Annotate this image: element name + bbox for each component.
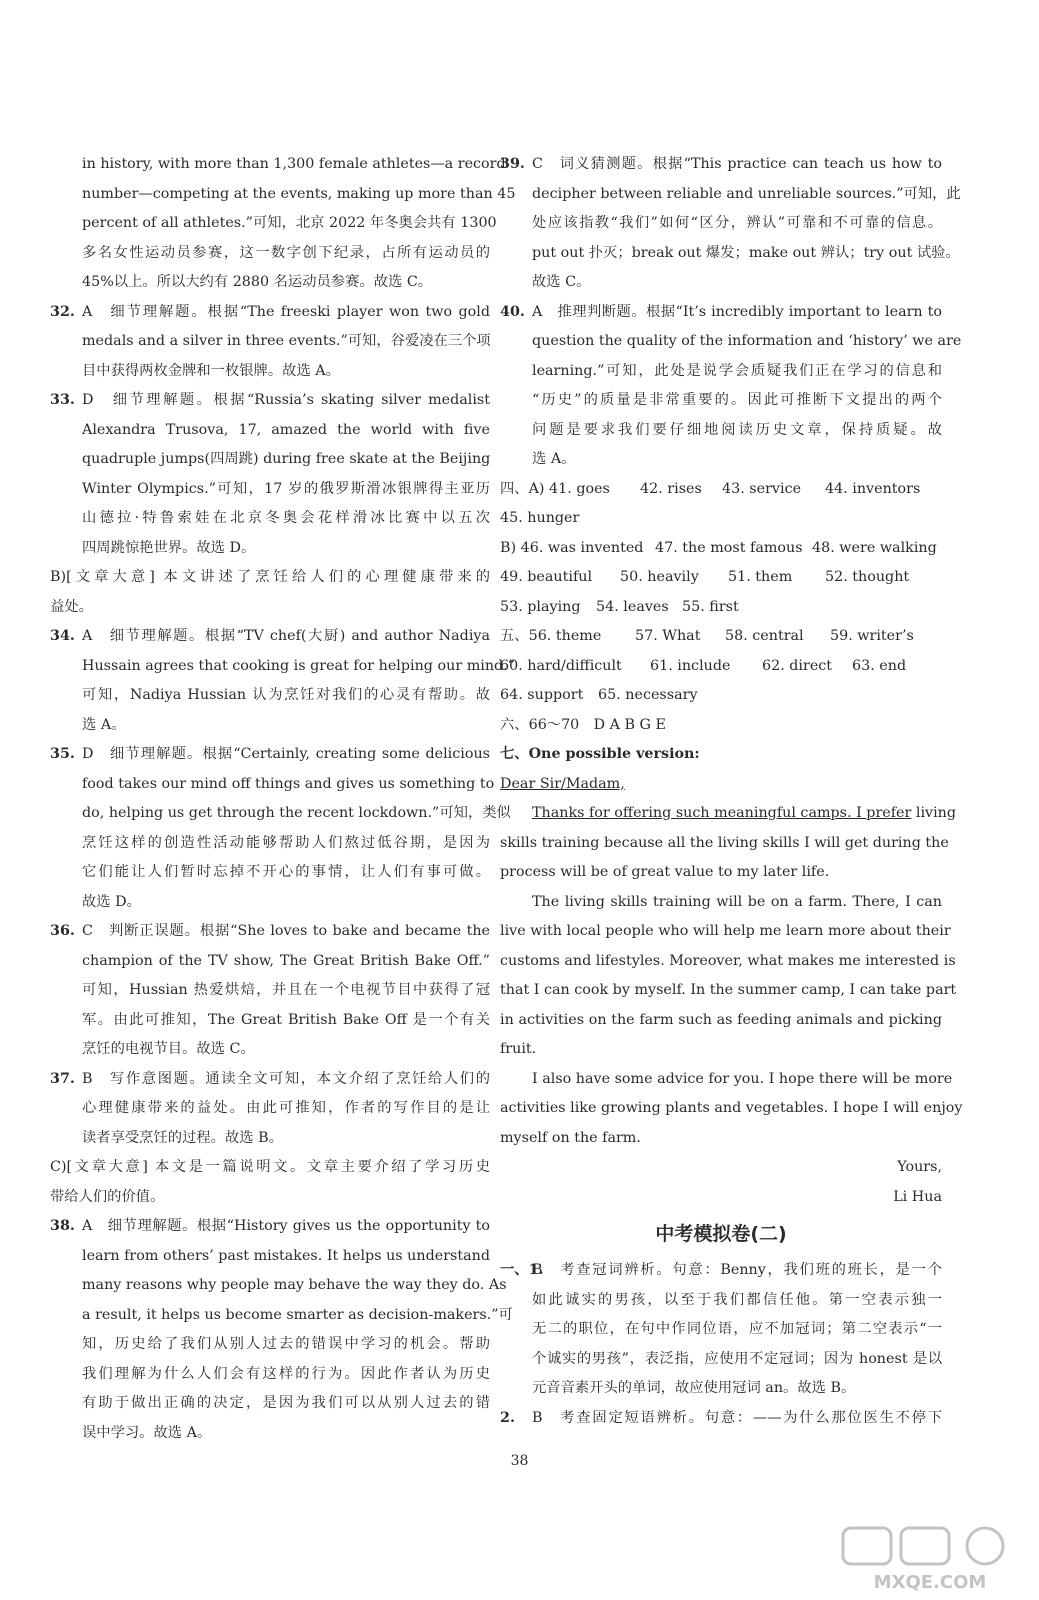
text-line [50, 1124, 490, 1154]
line-text: customs and lifestyles. Moreover, what makes me interested is [500, 952, 956, 969]
text-line [500, 1345, 942, 1375]
line-text: 选 A。 [532, 451, 576, 467]
text-line [50, 445, 490, 475]
line-text: 我们理解为什么人们会有这样的行为。因此作者认为历史 [82, 1365, 490, 1382]
answer-row [500, 711, 942, 741]
answer-row [500, 504, 942, 534]
text-line [500, 1315, 942, 1345]
line-text: 山德拉·特鲁索娃在北京冬奥会花样滑冰比赛中以五次 [82, 510, 490, 526]
ans-45: 45. hunger [500, 510, 580, 526]
text-line [50, 593, 490, 623]
text-line [50, 534, 490, 564]
line-text: learning.”可知，此处是说学会质疑我们正在学习的信息和 [532, 362, 942, 379]
line-text: B 考查固定短语辨析。句意：——为什么那位医生不停下 [532, 1409, 942, 1426]
line-text: 目中获得两枚金牌和一枚银牌。故选 A。 [82, 362, 340, 379]
text-line [50, 150, 506, 180]
line-text: 可知，Nadiya Hussian 认为烹饪对我们的心灵有帮助。故 [82, 687, 490, 703]
answer-row [500, 563, 942, 593]
line-text: 它们能让人们暂时忘掉不开心的事情，让人们有事可做。 [82, 864, 490, 880]
line-text: 故选 D。 [82, 893, 141, 910]
line-text: 烹饪这样的创造性活动能够帮助人们熬过低谷期，是因为 [82, 834, 490, 851]
line-text: Winter Olympics.”可知，17 岁的俄罗斯滑冰银牌得主亚历 [82, 480, 490, 497]
item-number: 35. [50, 746, 75, 762]
text-line [50, 1360, 490, 1390]
text-line [50, 976, 490, 1006]
text-line [50, 1006, 490, 1036]
line-text: 四周跳惊艳世界。故选 D。 [82, 539, 256, 556]
line-text: A 细节理解题。根据“TV chef(大厨) and author Nadiya [82, 628, 490, 644]
text-line [50, 711, 490, 741]
line-text: myself on the farm. [500, 1129, 641, 1146]
line-text: skills training because all the living skills I will get during the [500, 834, 949, 851]
text-line [500, 1035, 942, 1065]
line-text: 烹饪的电视节目。故选 C。 [82, 1041, 255, 1057]
text-line [50, 799, 511, 829]
closing-text: Yours, [897, 1159, 942, 1175]
text-line [50, 947, 490, 977]
text-line [50, 475, 490, 505]
line-text: “历史”的质量是非常重要的。因此可推断下文提出的两个 [532, 392, 942, 408]
answer-row [500, 593, 942, 623]
letter-p3 [500, 1065, 963, 1154]
item-number: 2. [500, 1409, 515, 1426]
text-line [500, 180, 961, 210]
item-number: 38. [50, 1218, 75, 1234]
letter-p1-first-line [500, 799, 957, 829]
text-line [500, 917, 951, 947]
line-text: in history, with more than 1,300 female athletes—a record [82, 156, 506, 172]
ans-46: B) 46. was invented [500, 539, 644, 556]
section-title: 中考模拟卷(二) [655, 1223, 787, 1245]
line-text: B 考查冠词辨析。句意：Benny，我们班的班长，是一个 [532, 1262, 942, 1278]
text-line [500, 416, 942, 446]
ans-59: 59. writer’s [830, 628, 914, 644]
item-number: 39. [500, 156, 525, 172]
ans-66-70: 六、66～70 D A B G E [500, 716, 666, 733]
line-text: 益处。 [50, 598, 93, 615]
text-line [50, 239, 490, 269]
answers-part2 [500, 1256, 942, 1433]
line-text: 无二的职位，在句中作同位语，应不加冠词；第二空表示“一 [532, 1321, 942, 1337]
line-text: question the quality of the information and ‘history’ we are [532, 333, 962, 349]
line-text: 读者享受烹饪的过程。故选 B。 [82, 1129, 283, 1146]
answer-row [500, 475, 942, 505]
text-line [50, 1094, 490, 1124]
line-text: C)[文章大意] 本文是一篇说明文。文章主要介绍了学习历史 [50, 1159, 490, 1175]
line-text: A 细节理解题。根据“The freeski player won two gold [82, 303, 490, 320]
line-text: 处应该指教“我们”如何“区分，辨认”可靠和不可靠的信息。 [532, 215, 942, 231]
text-line [500, 445, 942, 475]
line-text: number—competing at the events, making up more than 45 [82, 185, 516, 202]
text-line [50, 504, 490, 534]
line-text: percent of all athletes.”可知，北京 2022 年冬奥会共有 1300 [82, 215, 497, 231]
item-number: 36. [50, 923, 75, 939]
text-line [500, 268, 942, 298]
text-line [50, 858, 490, 888]
text-line [500, 888, 942, 918]
line-text: activities like growing plants and vegetables. I hope I will enjoy [500, 1100, 963, 1116]
line-text: D 细节理解题。根据“Russia’s skating silver medalist [82, 392, 490, 408]
ans-62: 62. direct [762, 657, 833, 674]
ans-41: 四、A) 41. goes [500, 480, 610, 497]
text-line [50, 652, 516, 682]
item-number: 一、1. [500, 1262, 544, 1278]
line-text: A 推理判断题。根据“It’s incredibly important to learn to [532, 303, 942, 320]
watermark-logo [835, 1524, 1025, 1594]
line-text: quadruple jumps(四周跳) during free skate at the Beijing [82, 451, 491, 467]
text-line [500, 829, 949, 859]
item-number: 33. [50, 392, 75, 408]
text-line [500, 327, 962, 357]
text-line [500, 239, 960, 269]
ans-64: 64. support [500, 687, 584, 703]
text-line [500, 1124, 942, 1154]
ans-47: 47. the most famous [655, 539, 803, 556]
line-text: 个诚实的男孩”，表泛指，应使用不定冠词；因为 honest 是以 [532, 1350, 942, 1367]
item-number: 32. [50, 303, 75, 320]
line-text: live with local people who will help me learn more about their [500, 923, 951, 939]
text-line [50, 1183, 490, 1213]
letter-p2 [500, 888, 957, 1065]
text-line [50, 416, 490, 446]
answer-item [50, 740, 490, 770]
line-text: 有助于做出正确的决定，是因为我们可以从别人过去的错 [82, 1395, 490, 1411]
ans-42: 42. rises [640, 480, 702, 497]
text-line [50, 1271, 507, 1301]
ans-61: 61. include [650, 657, 731, 674]
text-line [50, 1153, 490, 1183]
line-text: do, helping us get through the recent lockdown.”可知，类似 [82, 805, 511, 821]
line-text: food takes our mind off things and gives us something to [82, 775, 495, 792]
line-text: 误中学习。故选 A。 [82, 1424, 212, 1441]
text-line [500, 1065, 953, 1095]
letter-signature [500, 1183, 942, 1213]
text-line [50, 180, 516, 210]
line-text: fruit. [500, 1041, 537, 1057]
ans-50: 50. heavily [620, 569, 699, 585]
ans-43: 43. service [722, 480, 802, 497]
item-number: 37. [50, 1070, 75, 1087]
text-line [50, 209, 497, 239]
text-line [50, 829, 490, 859]
line-text: The living skills training will be on a farm. There, I can [532, 893, 942, 910]
ans-51: 51. them [728, 569, 793, 585]
answer-item [50, 298, 490, 328]
line-text: 元音音素开头的单词，故应使用冠词 an。故选 B。 [532, 1380, 856, 1396]
p1-tail: living [911, 805, 957, 821]
text-line [500, 947, 956, 977]
answer-item [50, 917, 490, 947]
answer-item [50, 1065, 490, 1095]
ans-53: 53. playing [500, 598, 581, 615]
ans-48: 48. were walking [812, 539, 937, 556]
line-text: Alexandra Trusova, 17, amazed the world with five [82, 421, 490, 438]
letter-salutation [500, 770, 942, 800]
line-text: B)[文章大意] 本文讲述了烹饪给人们的心理健康带来的 [50, 569, 490, 585]
text-line [50, 1301, 513, 1331]
answer-item [500, 150, 942, 180]
text-line [50, 1389, 490, 1419]
text-line [50, 357, 490, 387]
ans-57: 57. What [635, 628, 701, 644]
ans-54: 54. leaves [596, 598, 669, 615]
text-line [50, 681, 490, 711]
line-text: many reasons why people may behave the way they do. As [82, 1277, 507, 1293]
line-text: 带给人们的价值。 [50, 1188, 165, 1205]
item-number: 40. [500, 303, 525, 320]
text-line [50, 563, 490, 593]
line-text: C 词义猜测题。根据“This practice can teach us how to [532, 156, 942, 172]
ans-56: 五、56. theme [500, 628, 602, 644]
text-line [500, 1006, 942, 1036]
item-number: 34. [50, 628, 75, 644]
answer-row [500, 622, 942, 652]
line-text: C 判断正误题。根据“She loves to bake and became the [82, 923, 490, 939]
line-text: D 细节理解题。根据“Certainly, creating some delicious [82, 746, 490, 762]
answer-item [50, 386, 490, 416]
line-text: medals and a silver in three events.”可知，谷爱凌在三个项 [82, 333, 491, 349]
line-text: champion of the TV show, The Great British Bake Off.” [82, 952, 490, 969]
page-number: 38 [510, 1453, 529, 1469]
line-text: learn from others’ past mistakes. It helps us understand [82, 1247, 490, 1264]
text-line [500, 1286, 942, 1316]
answer-item [50, 622, 490, 652]
line-text: decipher between reliable and unreliable sources.”可知，此 [532, 185, 961, 202]
line-text: in activities on the farm such as feeding animals and picking [500, 1011, 942, 1028]
line-text: process will be of great value to my later life. [500, 864, 830, 880]
answer-item [50, 1212, 490, 1242]
text-line [50, 1419, 490, 1449]
line-text: B 写作意图题。通读全文可知，本文介绍了烹饪给人们的 [82, 1070, 490, 1087]
answers-39-40 [500, 150, 962, 475]
answer-item [500, 1404, 942, 1434]
letter-p1 [500, 829, 949, 888]
text-line [500, 1374, 942, 1404]
line-text: I also have some advice for you. I hope there will be more [532, 1070, 953, 1087]
line-text: 心理健康带来的益处。由此可推知，作者的写作目的是让 [82, 1100, 490, 1116]
answer-row [500, 534, 942, 564]
line-text: 45%以上。所以大约有 2880 名运动员参赛。故选 C。 [82, 274, 433, 290]
ans-52: 52. thought [825, 569, 910, 585]
letter-closing [500, 1153, 942, 1183]
ans-65: 65. necessary [598, 687, 698, 703]
line-text: 知，历史给了我们从别人过去的错误中学习的机会。帮助 [82, 1336, 490, 1352]
ans-58: 58. central [725, 628, 804, 644]
right-column [500, 150, 963, 1433]
writing-heading-text: 七、One possible version: [500, 746, 700, 762]
line-text: that I can cook by myself. In the summer camp, I can take part [500, 982, 957, 998]
text-line [50, 888, 490, 918]
signature-text: Li Hua [893, 1188, 942, 1205]
line-text: 可知，Hussian 热爱烘焙，并且在一个电视节目中获得了冠 [82, 982, 490, 998]
line-text: 问题是要求我们要仔细地阅读历史文章，保持质疑。故 [532, 421, 942, 438]
answer-row [500, 681, 942, 711]
text-line [50, 268, 490, 298]
text-line [500, 858, 942, 888]
text-line [50, 1330, 490, 1360]
text-line [50, 1035, 490, 1065]
text-line [500, 357, 942, 387]
ans-60: 60. hard/difficult [500, 657, 622, 674]
text-line [500, 209, 942, 239]
line-text: a result, it helps us become smarter as decision-makers.”可 [82, 1306, 513, 1323]
ans-49: 49. beautiful [500, 569, 593, 585]
answer-row [500, 652, 942, 682]
text-line [500, 1094, 963, 1124]
text-line [50, 327, 490, 357]
line-text: 多名女性运动员参赛，这一数字创下纪录，占所有运动员的 [82, 244, 490, 261]
line-text: put out 扑灭；break out 爆发；make out 辨认；try out 试验。 [532, 244, 960, 261]
line-text: 选 A。 [82, 716, 126, 733]
text-line [500, 386, 942, 416]
answer-item [500, 298, 942, 328]
text-line [50, 770, 495, 800]
ans-55: 55. first [682, 598, 739, 615]
salutation-text: Dear Sir/Madam, [500, 775, 625, 792]
line-text: Hussain agrees that cooking is great for helping our mind.” [82, 657, 516, 674]
answer-item [500, 1256, 942, 1286]
ans-44: 44. inventors [825, 480, 921, 497]
ans-63: 63. end [852, 657, 907, 674]
text-line [50, 1242, 490, 1272]
watermark-text: MXQE.COM [873, 1572, 987, 1593]
line-text: 军。由此可推知，The Great British Bake Off 是一个有关 [82, 1011, 490, 1028]
writing-heading [500, 740, 942, 770]
line-text: A 细节理解题。根据“History gives us the opportunity to [82, 1218, 490, 1234]
line-text: 如此诚实的男孩，以至于我们都信任他。第一空表示独一 [532, 1291, 942, 1308]
line-text: 故选 C。 [532, 274, 591, 290]
underlined-sentence: Thanks for offering such meaningful camps. I prefer [532, 805, 912, 821]
text-line [500, 976, 957, 1006]
